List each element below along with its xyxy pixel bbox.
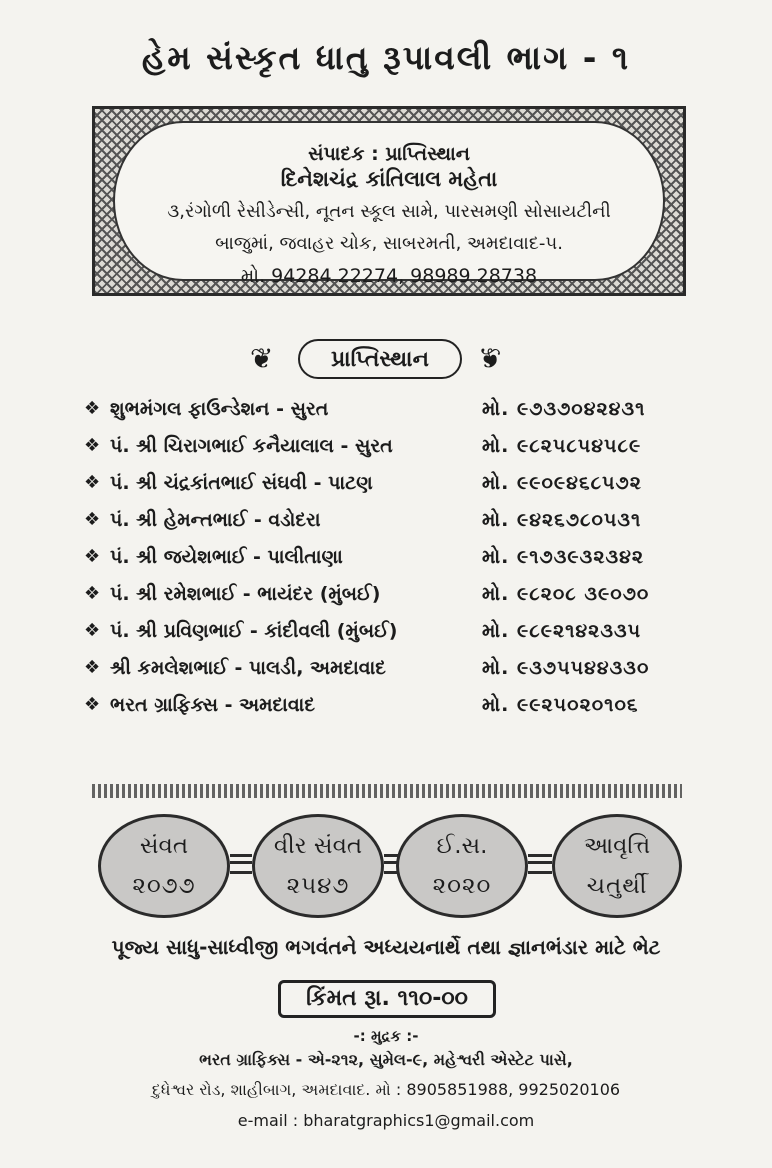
list-item-phone: મો. ૯૮૨૦૮ ૩૯૦૭૦ (482, 583, 650, 605)
list-item-phone: મો. ૯૭૩૭૦૪૨૪૩૧ (482, 398, 646, 420)
era-value: ચતુર્થી (586, 873, 648, 899)
list-item (84, 394, 704, 431)
printer-label: -: મુદ્રક :- (353, 1027, 419, 1045)
printer-address-line1: ભરત ગ્રાફિક્સ - એ-૨૧૨, સુમેલ-૯, મહેશ્વરી એસ્ટેટ પાસે, (199, 1050, 573, 1069)
era-value: ૨૫૪૭ (286, 873, 350, 899)
era-circle-samvat (98, 814, 230, 918)
era-value: ૨૦૭૭ (132, 873, 196, 899)
list-item (84, 468, 704, 505)
diamond-bullet-icon: ❖ (84, 509, 101, 530)
list-item-name: પં. શ્રી ચંદ્રકાંતભાઈ સંઘવી - પાટણ (110, 472, 373, 494)
decorative-divider (92, 784, 682, 798)
list-item-name: શ્રી કમલેશભાઈ - પાલડી, અમદાવાદ (110, 657, 386, 679)
list-item-name: પં. શ્રી રમેશભાઈ - ભાયંદર (મુંબઈ) (110, 583, 381, 605)
printer-email: e-mail : bharatgraphics1@gmail.com (237, 1111, 535, 1130)
diamond-bullet-icon: ❖ (84, 583, 101, 604)
list-item-phone: મો. ૯૩૭૫૫૪૪૩૩૦ (482, 657, 650, 679)
list-item-phone: મો. ૯૪૨૬૭૮૦૫૩૧ (482, 509, 642, 531)
editor-name: દિનેશચંદ્ર કાંતિલાલ મહેતા (280, 167, 498, 191)
era-label: આવૃત્તિ (583, 833, 651, 859)
list-item (84, 505, 704, 542)
era-circle-isvi-san (396, 814, 528, 918)
printer-address-line2: દુધેશ્વર રોડ, શાહીબાગ, અમદાવાદ. મો : 8905851988, 9925020106 (151, 1080, 621, 1099)
list-item-name: પં. શ્રી ચિરાગભાઈ કનૈયાલાલ - સુરત (110, 435, 393, 457)
connector-line (230, 854, 252, 874)
list-item-name: પં. શ્રી જયેશભાઈ - પાલીતાણા (110, 546, 343, 568)
price-box: કિંમત રૂા. ૧૧૦-૦૦ (278, 980, 496, 1018)
editor-address-line2: બાજુમાં, જવાહર ચોક, સાબરમતી, અમદાવાદ-૫. (215, 233, 563, 254)
list-item-phone: મો. ૯૮૯૨૧૪૨૩૩૫ (482, 620, 642, 642)
editor-frame (92, 106, 686, 296)
diamond-bullet-icon: ❖ (84, 472, 101, 493)
flourish-ornament-icon: ❦ (250, 342, 274, 375)
list-item (84, 616, 704, 653)
list-item-name: ભરત ગ્રાફિક્સ - અમદાવાદ (110, 694, 315, 716)
era-label: સંવત (139, 833, 189, 859)
diamond-bullet-icon: ❖ (84, 435, 101, 456)
list-item (84, 431, 704, 468)
list-item-phone: મો. ૯૯૦૯૪૬૮૫૭૨ (482, 472, 642, 494)
editor-address-line1: ૩,રંગોળી રેસીડેન્સી, નૂતન સ્કૂલ સામે, પારસમણી સોસાયટીની (167, 201, 611, 222)
list-item (84, 690, 704, 727)
book-title: હેમ સંસ્કૃત ધાતુ રૂપાવલી ભાગ - ૧ (141, 38, 631, 77)
list-item (84, 579, 704, 616)
connector-line (528, 854, 552, 874)
list-item-phone: મો. ૯૧૭૩૯૩૨૩૪૨ (482, 546, 645, 568)
diamond-bullet-icon: ❖ (84, 546, 101, 567)
diamond-bullet-icon: ❖ (84, 694, 101, 715)
list-item-phone: મો. ૯૮૨૫૮૫૪૫૮૯ (482, 435, 642, 457)
era-value: ૨૦૨૦ (432, 873, 492, 899)
dedication-tagline: પૂજ્ય સાધુ-સાધ્વીજી ભગવંતને અધ્યયનાર્થે તથા જ્ઞાનભંડાર માટે ભેટ (111, 935, 661, 959)
era-circle-edition (552, 814, 682, 918)
list-item (84, 542, 704, 579)
list-item-name: પં. શ્રી પ્રવિણભાઈ - કાંદીવલી (મુંબઈ) (110, 620, 398, 642)
flourish-ornament-icon: ❦ (478, 342, 502, 375)
editor-label: સંપાદક : પ્રાપ્તિસ્થાન (308, 143, 470, 165)
diamond-bullet-icon: ❖ (84, 398, 101, 419)
editor-mobile: મો. 94284 22274, 98989 28738 (240, 265, 538, 287)
era-label: ઈ.સ. (436, 833, 488, 859)
diamond-bullet-icon: ❖ (84, 620, 101, 641)
list-item (84, 653, 704, 690)
availability-list (84, 394, 704, 727)
list-item-name: શુભમંગલ ફાઉન્ડેશન - સુરત (110, 398, 329, 420)
list-item-phone: મો. ૯૯૨૫૦૨૦૧૦૬ (482, 694, 639, 716)
era-label: વીર સંવત (273, 833, 363, 859)
editor-panel (113, 121, 665, 287)
era-circle-veer-samvat (252, 814, 384, 918)
diamond-bullet-icon: ❖ (84, 657, 101, 678)
section-heading: પ્રાપ્તિસ્થાન (298, 339, 462, 379)
list-item-name: પં. શ્રી હેમન્તભાઈ - વડોદરા (110, 509, 321, 531)
